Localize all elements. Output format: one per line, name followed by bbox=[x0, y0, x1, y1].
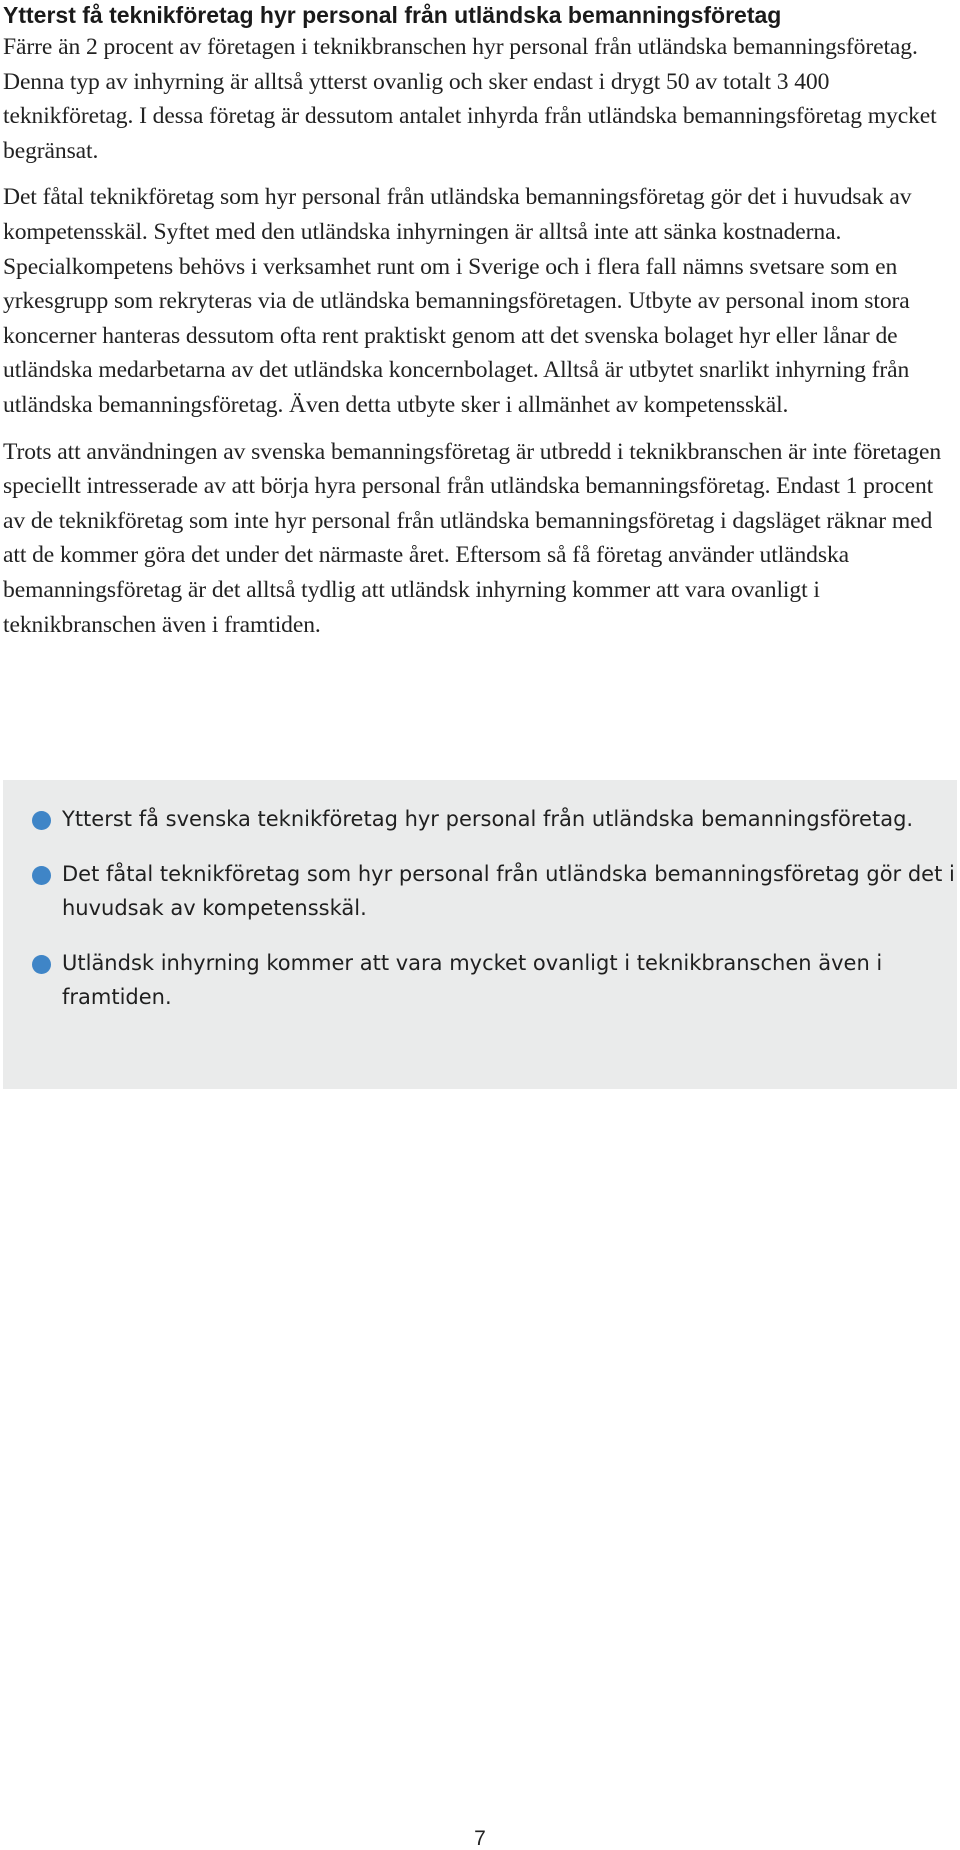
summary-item bbox=[32, 946, 957, 1015]
paragraph-3: Trots att användningen av svenska bemanningsföretag är utbredd i teknikbranschen är inte företagen speciellt intresserade av att börja hyra personal från utländska bemanningsföretag. Endast 1 procent av de teknikföretag som inte hyr personal från utländska bemanningsföretag i dagsläget räknar med att de kommer göra det under det närmaste året. Eftersom så få företag använder utländska bemanningsföretag är det alltså tydlig att utländsk inhyrning kommer att vara ovanligt i teknikbranschen även i framtiden. bbox=[3, 438, 942, 638]
page-number: 7 bbox=[474, 1827, 486, 1850]
summary-item bbox=[32, 802, 957, 837]
summary-item-text: Ytterst få svenska teknikföretag hyr personal från utländska bemanningsföretag. bbox=[62, 807, 914, 831]
bullet-dot-icon bbox=[32, 955, 51, 974]
section-heading: Ytterst få teknikföretag hyr personal från utländska bemanningsföretag bbox=[3, 2, 782, 28]
summary-list bbox=[32, 802, 957, 1015]
summary-item bbox=[32, 857, 957, 926]
summary-item-text: Utländsk inhyrning kommer att vara mycket ovanligt i teknikbranschen även i framtiden. bbox=[62, 950, 883, 1009]
bullet-dot-icon bbox=[32, 866, 51, 885]
paragraph-2: Det fåtal teknikföretag som hyr personal från utländska bemanningsföretag gör det i huvudsak av kompetensskäl. Syftet med den utländska inhyrningen är alltså inte att sänka kostnaderna. Specialkompetens behövs i verksamhet runt om i Sverige och i flera fall nämns svetsare som en yrkesgrupp som rekryteras via de utländska bemanningsföretagen. Utbyte av personal inom stora koncerner hanteras dessutom ofta rent praktiskt genom att det svenska bolaget hyr eller lånar de utländska medarbetarna av det utländska koncernbolaget. Alltså är utbytet snarlikt inhyrning från utländska bemanningsföretag. Även detta utbyte sker i allmänhet av kompetensskäl. bbox=[3, 184, 912, 418]
paragraph-1: Färre än 2 procent av företagen i teknikbranschen hyr personal från utländska bemanningsföretag. Denna typ av inhyrning är alltså ytterst ovanlig och sker endast i drygt 50 av totalt 3 400 teknikföretag. I dessa företag är dessutom antalet inhyrda från utländska bemanningsföretag mycket begränsat. bbox=[3, 34, 937, 164]
article-section bbox=[3, 0, 953, 642]
summary-box bbox=[3, 780, 957, 1089]
bullet-dot-icon bbox=[32, 811, 51, 830]
summary-item-text: Det fåtal teknikföretag som hyr personal från utländska bemanningsföretag gör det i huvudsak av kompetensskäl. bbox=[62, 861, 955, 920]
